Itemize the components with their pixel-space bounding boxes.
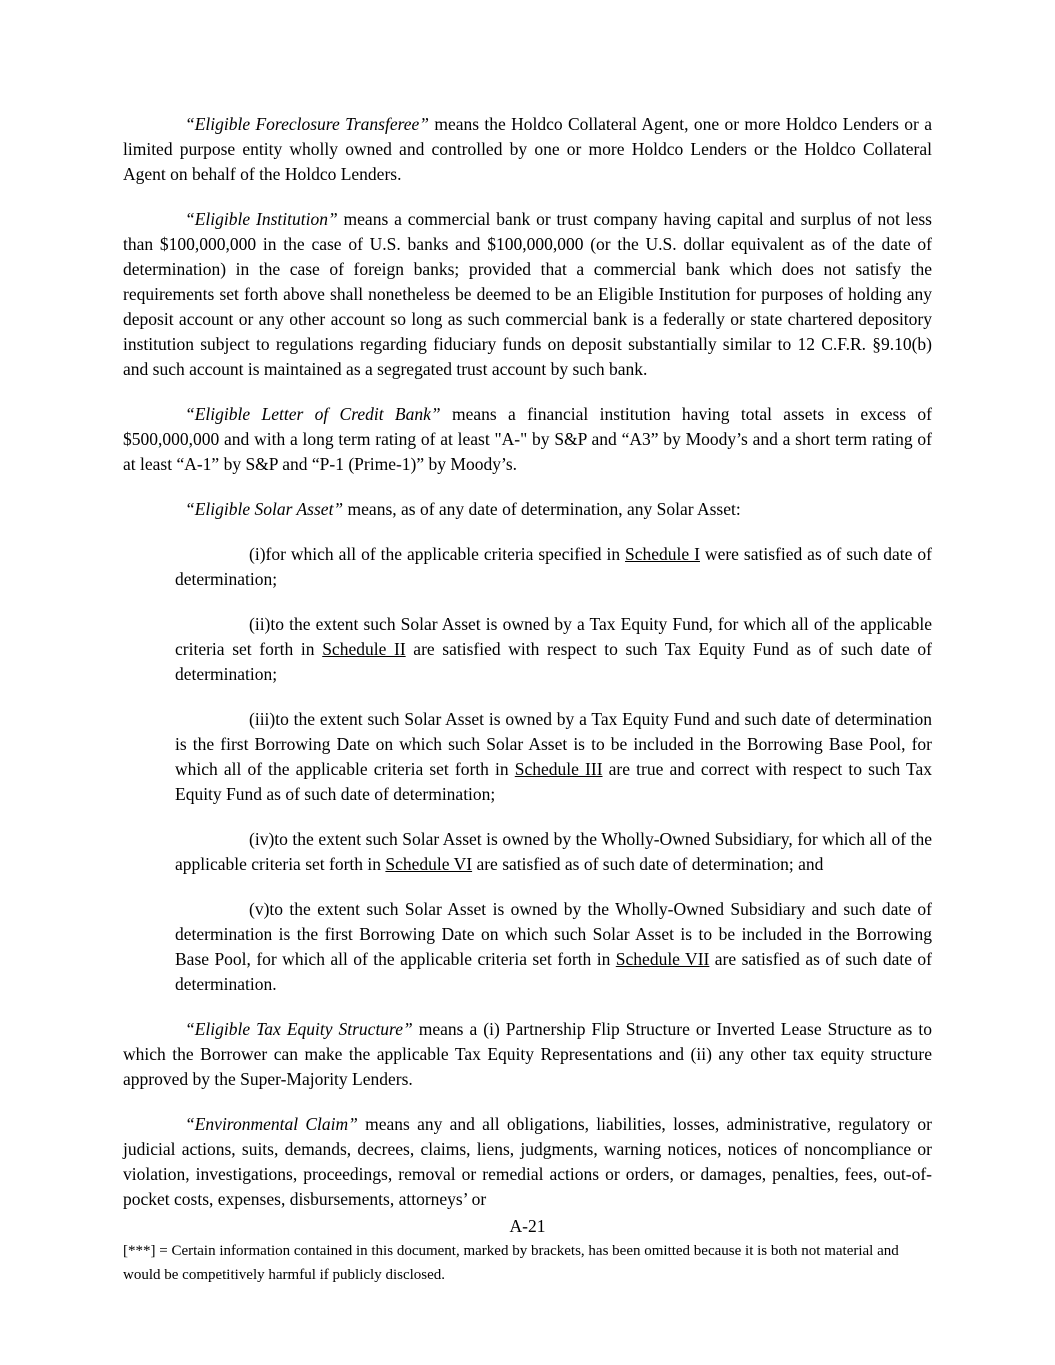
defined-term: “Environmental Claim” [185,1114,358,1134]
clause-number: (ii) [249,614,271,634]
solar-asset-clause-iv [175,827,932,877]
defined-term: “Eligible Tax Equity Structure” [185,1019,413,1039]
definition-body: means a commercial bank or trust company having capital and surplus of not less than $100,000,000 in the case of U.S. banks and $100,000,000 (or the U.S. dollar equivalent as of the date of determination) in the case of foreign banks; provided that a commercial bank which does not satisfy the requirements set forth above shall nonetheless be deemed to be an Eligible Institution for purposes of holding any deposit account or any other account so long as such commercial bank is a federally or state chartered depository institution subject to regulations regarding fiduciary funds on deposit substantially similar to 12 C.F.R. §9.10(b) and such account is maintained as a segregated trust account by such bank. [123,209,932,379]
clause-text-after: are satisfied with respect to such Tax Equity Fund as of such date of determination; [175,639,932,684]
clause-text-before: to the extent such Solar Asset is owned by a Tax Equity Fund and such date of determination is the first Borrowing Date on which such Solar Asset is to be included in the Borrowing Base Pool, for which all of the applicable criteria set forth in [175,709,932,779]
schedule-reference: Schedule I [625,544,700,564]
defined-term: “Eligible Foreclosure Transferee” [185,114,430,134]
definition-eligible-institution [123,207,932,382]
clause-text-after: are true and correct with respect to such Tax Equity Fund as of such date of determination; [175,759,932,804]
schedule-reference: Schedule II [322,639,406,659]
omission-footnote: [***] = Certain information contained in this document, marked by brackets, has been omitted because it is both not material and would be competitively harmful if publicly disclosed. [123,1243,899,1283]
clause-text-before: to the extent such Solar Asset is owned by the Wholly-Owned Subsidiary and such date of determination is the first Borrowing Date on which such Solar Asset is to be included in the Borrowing Base Pool, for which all of the applicable criteria set forth in [175,899,932,969]
schedule-reference: Schedule VI [385,854,473,874]
definition-eligible-letter-of-credit-bank [123,402,932,477]
definition-eligible-foreclosure-transferee [123,112,932,187]
defined-term: “Eligible Institution” [185,209,338,229]
schedule-reference: Schedule III [514,759,603,779]
defined-term: “Eligible Letter of Credit Bank” [185,404,441,424]
definition-body: means any and all obligations, liabilities, losses, administrative, regulatory or judicial actions, suits, demands, decrees, claims, liens, judgments, warning notices, notices of noncompliance or violation, investigations, proceedings, removal or remedial actions or orders, or damages, penalties, fees, out-of-pocket costs, expenses, disbursements, attorneys’ or [123,1114,932,1209]
definition-eligible-tax-equity-structure [123,1017,932,1092]
definition-body: means a financial institution having total assets in excess of $500,000,000 and with a long term rating of at least "A-" by S&P and “A3” by Moody’s and a short term rating of at least “A-1” by S&P and “P-1 (Prime-1)” by Moody’s. [123,404,932,474]
definition-body: means a (i) Partnership Flip Structure or Inverted Lease Structure as to which the Borrower can make the applicable Tax Equity Representations and (ii) any other tax equity structure approved by the Super-Majority Lenders. [123,1019,932,1089]
definition-body: means the Holdco Collateral Agent, one or more Holdco Lenders or a limited purpose entity wholly owned and controlled by one or more Holdco Lenders or the Holdco Collateral Agent on behalf of the Holdco Lenders. [123,114,932,184]
clause-number: (iv) [249,829,275,849]
clause-number: (i) [249,544,266,564]
definition-body: means, as of any date of determination, any Solar Asset: [343,499,741,519]
solar-asset-clause-i [175,542,932,592]
defined-term: “Eligible Solar Asset” [185,499,344,519]
definition-eligible-solar-asset [123,497,932,522]
clause-text-after: are satisfied as of such date of determination; and [472,854,824,874]
clause-number: (v) [249,899,270,919]
clause-text-before: for which all of the applicable criteria specified in [265,544,626,564]
solar-asset-clause-iii [175,707,932,807]
definition-environmental-claim [123,1112,932,1212]
clause-text-after: were satisfied as of such date of determination; [175,544,932,589]
page-footer [123,1214,932,1287]
solar-asset-clause-ii [175,612,932,687]
clause-text-after: are satisfied as of such date of determination. [175,949,933,994]
clause-number: (iii) [249,709,276,729]
schedule-reference: Schedule VII [615,949,710,969]
solar-asset-clause-v [175,897,932,997]
clause-text-before: to the extent such Solar Asset is owned by the Wholly-Owned Subsidiary, for which all of the applicable criteria set forth in [175,829,932,874]
clause-text-before: to the extent such Solar Asset is owned by a Tax Equity Fund, for which all of the applicable criteria set forth in [175,614,932,659]
page-number: A-21 [509,1216,546,1236]
